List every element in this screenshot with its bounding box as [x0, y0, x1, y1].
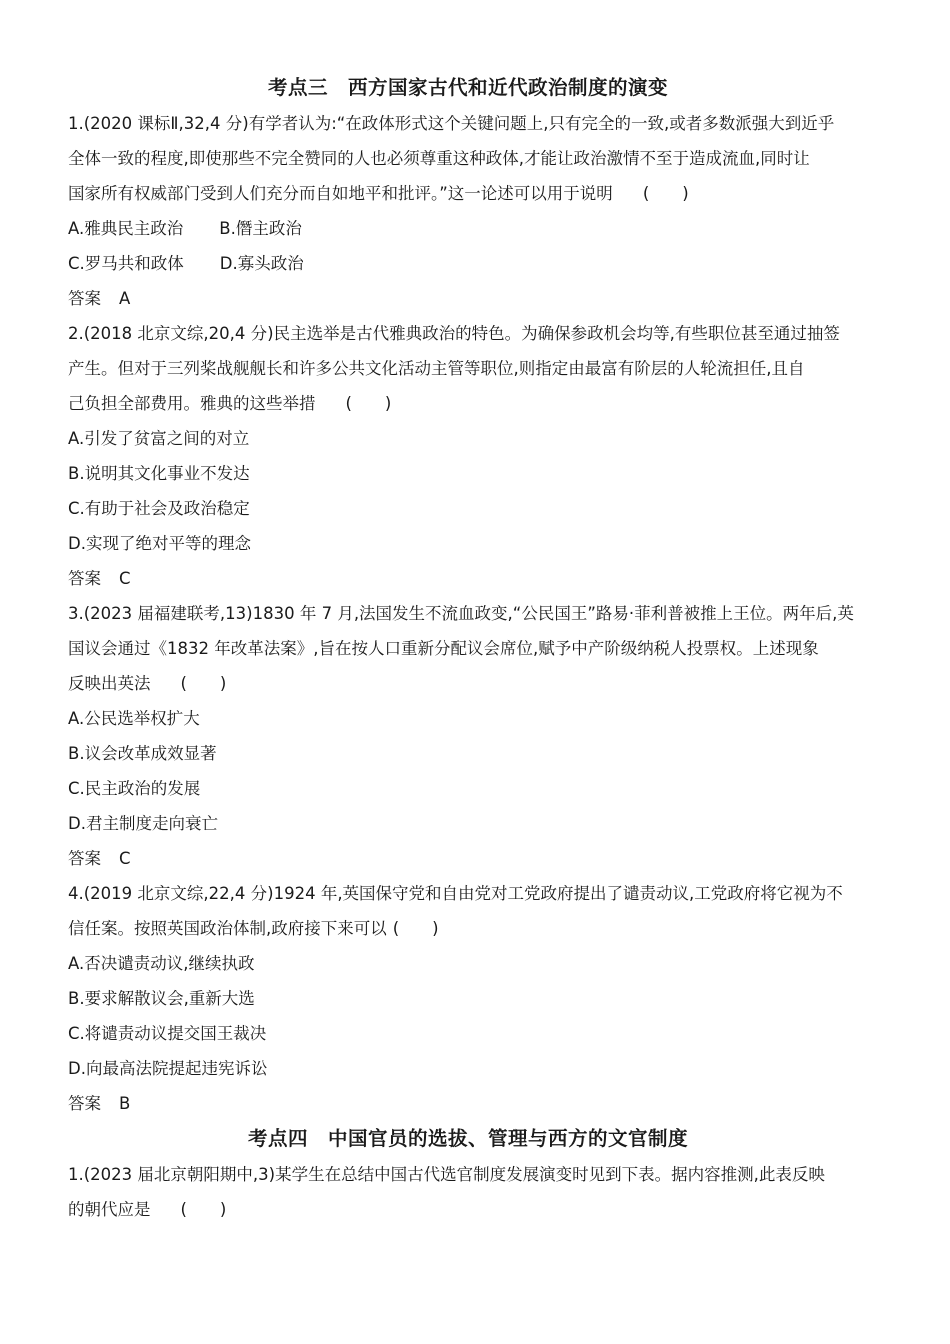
question-1-section4 — [68, 1157, 868, 1227]
answer-value: C — [119, 569, 131, 588]
option-a: A.公民选举权扩大 — [68, 709, 200, 728]
answer-label: 答案 — [68, 289, 101, 308]
option-d: D.实现了绝对平等的理念 — [68, 534, 251, 553]
question-1 — [68, 106, 868, 316]
question-text-line: 的朝代应是 — [68, 1200, 151, 1219]
question-text-line: 2.(2018 北京文综,20,4 分)民主选举是古代雅典政治的特色。为确保参政机会均等,有些职位甚至通过抽签 — [68, 324, 840, 343]
option-a: A.雅典民主政治 — [68, 219, 184, 238]
option-d: D.君主制度走向衰亡 — [68, 814, 218, 833]
question-text-line: 己负担全部费用。雅典的这些举措 — [68, 394, 316, 413]
option-b: B.僭主政治 — [219, 219, 302, 238]
question-text-line: 产生。但对于三列桨战舰舰长和许多公共文化活动主管等职位,则指定由最富有阶层的人轮流担任,且自 — [68, 359, 805, 378]
option-c: C.有助于社会及政治稳定 — [68, 499, 250, 518]
answer-value: C — [119, 849, 131, 868]
question-4 — [68, 876, 868, 1121]
answer-blank: ( ) — [392, 919, 439, 938]
answer-value: B — [119, 1094, 131, 1113]
question-text-line: 全体一致的程度,即使那些不完全赞同的人也必须尊重这种政体,才能让政治激情不至于造成流血,同时让 — [68, 149, 810, 168]
answer-blank: ( ) — [345, 394, 392, 413]
question-text-line: 信任案。按照英国政治体制,政府接下来可以 — [68, 919, 387, 938]
option-d: D.寡头政治 — [219, 254, 304, 273]
question-text-line: 国家所有权威部门受到人们充分而自如地平和批评。”这一论述可以用于说明 — [68, 184, 613, 203]
option-b: B.说明其文化事业不发达 — [68, 464, 250, 483]
answer-line — [68, 1086, 868, 1121]
answer-line — [68, 841, 868, 876]
document-page — [68, 70, 868, 1227]
answer-value: A — [119, 289, 131, 308]
answer-blank: ( ) — [642, 184, 689, 203]
question-text-line: 1.(2020 课标Ⅱ,32,4 分)有学者认为:“在政体形式这个关键问题上,只有完全的一致,或者多数派强大到近乎 — [68, 114, 835, 133]
option-b: B.要求解散议会,重新大选 — [68, 989, 255, 1008]
section-title: 考点三 西方国家古代和近代政治制度的演变 — [267, 76, 668, 99]
answer-line — [68, 561, 868, 596]
question-2 — [68, 316, 868, 596]
answer-label: 答案 — [68, 1094, 101, 1113]
question-3 — [68, 596, 868, 876]
question-text-line: 4.(2019 北京文综,22,4 分)1924 年,英国保守党和自由党对工党政府提出了谴责动议,工党政府将它视为不 — [68, 884, 843, 903]
answer-blank: ( ) — [180, 1200, 227, 1219]
answer-label: 答案 — [68, 849, 101, 868]
option-b: B.议会改革成效显著 — [68, 744, 217, 763]
option-c: C.民主政治的发展 — [68, 779, 201, 798]
option-c: C.将谴责动议提交国王裁决 — [68, 1024, 267, 1043]
question-text-line: 1.(2023 届北京朝阳期中,3)某学生在总结中国古代选官制度发展演变时见到下表。据内容推测,此表反映 — [68, 1165, 825, 1184]
option-c: C.罗马共和政体 — [68, 254, 184, 273]
question-text-line: 国议会通过《1832 年改革法案》,旨在按人口重新分配议会席位,赋予中产阶级纳税人投票权。上述现象 — [68, 639, 819, 658]
question-text-line: 3.(2023 届福建联考,13)1830 年 7 月,法国发生不流血政变,“公民国王”路易·菲利普被推上王位。两年后,英 — [68, 604, 854, 623]
answer-label: 答案 — [68, 569, 101, 588]
section-title: 考点四 中国官员的选拔、管理与西方的文官制度 — [247, 1127, 688, 1150]
answer-line — [68, 281, 868, 316]
question-text-line: 反映出英法 — [68, 674, 151, 693]
answer-blank: ( ) — [180, 674, 227, 693]
option-a: A.引发了贫富之间的对立 — [68, 429, 250, 448]
option-d: D.向最高法院提起违宪诉讼 — [68, 1059, 268, 1078]
option-a: A.否决谴责动议,继续执政 — [68, 954, 255, 973]
